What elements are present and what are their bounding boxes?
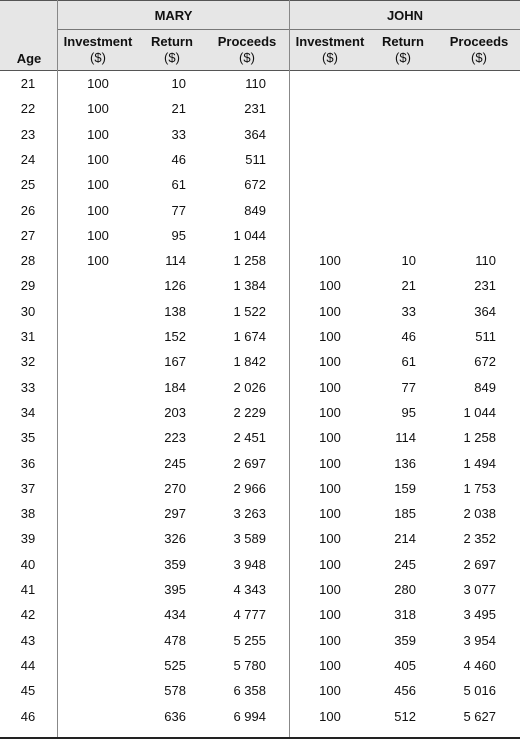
cell-age: 35 xyxy=(20,430,36,446)
cell-mary-return: 359 xyxy=(164,556,186,572)
cell-age: 40 xyxy=(20,556,36,572)
cell-john-proceeds: 3 495 xyxy=(463,607,496,623)
cell-mary-return: 326 xyxy=(164,531,186,547)
column-header-john-proceeds xyxy=(440,34,518,66)
cell-age: 29 xyxy=(20,278,36,294)
cell-john-investment: 100 xyxy=(319,303,341,319)
cell-age: 36 xyxy=(20,455,36,471)
cell-mary-return: 114 xyxy=(165,253,186,269)
cell-mary-return: 184 xyxy=(164,379,186,395)
table-row xyxy=(0,527,520,552)
cell-mary-return: 126 xyxy=(164,278,186,294)
cell-john-investment: 100 xyxy=(319,455,341,471)
cell-mary-proceeds: 5 780 xyxy=(233,657,266,673)
cell-john-return: 114 xyxy=(395,430,416,446)
cell-john-investment: 100 xyxy=(319,657,341,673)
column-header-mary-return xyxy=(142,34,202,66)
cell-age: 26 xyxy=(20,202,36,218)
cell-mary-proceeds: 1 044 xyxy=(233,227,266,243)
cell-age: 28 xyxy=(20,253,36,269)
cell-john-proceeds: 1 753 xyxy=(463,480,496,496)
cell-john-investment: 100 xyxy=(319,404,341,420)
cell-age: 34 xyxy=(20,404,36,420)
column-header-mary-investment xyxy=(58,34,138,66)
cell-age: 27 xyxy=(20,227,36,243)
cell-john-return: 77 xyxy=(401,379,416,395)
cell-age: 32 xyxy=(20,354,36,370)
cell-john-investment: 100 xyxy=(319,253,341,269)
cell-john-return: 512 xyxy=(394,708,416,724)
cell-john-proceeds: 511 xyxy=(475,329,496,344)
cell-mary-investment: 100 xyxy=(87,76,109,91)
cell-mary-return: 203 xyxy=(164,404,186,420)
table-row xyxy=(0,654,520,679)
table-row xyxy=(0,426,520,451)
cell-mary-return: 270 xyxy=(164,480,186,496)
cell-age: 46 xyxy=(20,708,36,724)
cell-john-proceeds: 2 038 xyxy=(463,506,496,522)
cell-mary-return: 223 xyxy=(164,430,186,446)
cell-john-proceeds: 1 044 xyxy=(463,404,496,420)
cell-john-return: 214 xyxy=(394,531,416,547)
cell-mary-proceeds: 1 674 xyxy=(233,329,266,344)
cell-mary-return: 434 xyxy=(164,607,186,623)
cell-john-return: 185 xyxy=(394,506,416,522)
cell-john-investment: 100 xyxy=(319,632,341,648)
cell-mary-proceeds: 1 384 xyxy=(233,278,266,294)
cell-john-investment: 100 xyxy=(319,278,341,294)
table-row xyxy=(0,679,520,704)
header-unit: ($) xyxy=(395,50,411,65)
column-header-mary-proceeds xyxy=(208,34,286,66)
cell-john-return: 280 xyxy=(394,582,416,597)
table-row xyxy=(0,477,520,502)
cell-john-investment: 100 xyxy=(319,708,341,724)
cell-john-proceeds: 3 954 xyxy=(463,632,496,648)
table-bottom-rule xyxy=(0,737,520,739)
cell-mary-investment: 100 xyxy=(87,227,109,243)
table-row xyxy=(0,376,520,401)
column-header-john-return xyxy=(373,34,433,66)
header-unit: ($) xyxy=(471,50,487,65)
cell-mary-return: 525 xyxy=(164,657,186,673)
table-row xyxy=(0,452,520,477)
table-row xyxy=(0,350,520,375)
cell-mary-proceeds: 6 994 xyxy=(233,708,266,724)
cell-john-investment: 100 xyxy=(319,556,341,572)
cell-mary-proceeds: 231 xyxy=(244,101,266,117)
table-row xyxy=(0,148,520,173)
cell-mary-proceeds: 511 xyxy=(245,151,266,167)
cell-john-return: 318 xyxy=(394,607,416,623)
table-row xyxy=(0,553,520,578)
cell-age: 33 xyxy=(20,379,36,395)
header-label: Proceeds xyxy=(449,34,509,49)
cell-mary-return: 138 xyxy=(164,303,186,319)
cell-john-investment: 100 xyxy=(319,683,341,699)
table-row xyxy=(0,578,520,603)
cell-age: 39 xyxy=(20,531,36,547)
cell-mary-proceeds: 110 xyxy=(245,76,266,91)
cell-john-investment: 100 xyxy=(319,607,341,623)
header-unit: ($) xyxy=(322,50,338,65)
cell-age: 23 xyxy=(20,126,36,142)
table-row xyxy=(0,274,520,299)
cell-john-proceeds: 3 077 xyxy=(463,582,496,597)
cell-john-return: 95 xyxy=(401,404,416,420)
cell-john-investment: 100 xyxy=(319,329,341,344)
cell-mary-return: 167 xyxy=(164,354,186,370)
cell-age: 38 xyxy=(20,506,36,522)
cell-john-return: 33 xyxy=(401,303,416,319)
cell-mary-proceeds: 3 948 xyxy=(233,556,266,572)
cell-mary-return: 95 xyxy=(171,227,186,243)
cell-mary-return: 10 xyxy=(171,76,186,91)
cell-age: 21 xyxy=(20,76,36,91)
cell-john-return: 456 xyxy=(394,683,416,699)
cell-mary-proceeds: 1 258 xyxy=(233,253,266,269)
table-row xyxy=(0,300,520,325)
cell-age: 25 xyxy=(20,177,36,193)
cell-mary-return: 77 xyxy=(171,202,186,218)
cell-mary-proceeds: 1 842 xyxy=(233,354,266,370)
column-header-john-investment xyxy=(290,34,370,66)
cell-age: 30 xyxy=(20,303,36,319)
table-row xyxy=(0,502,520,527)
cell-mary-return: 245 xyxy=(164,455,186,471)
cell-john-proceeds: 2 697 xyxy=(463,556,496,572)
group-header-john: JOHN xyxy=(386,8,424,23)
cell-mary-investment: 100 xyxy=(87,177,109,193)
cell-age: 31 xyxy=(20,329,36,344)
cell-mary-investment: 100 xyxy=(87,253,109,269)
table-row xyxy=(0,603,520,628)
cell-mary-proceeds: 672 xyxy=(244,177,266,193)
cell-mary-proceeds: 4 343 xyxy=(233,582,266,597)
cell-age: 42 xyxy=(20,607,36,623)
table-row xyxy=(0,97,520,122)
group-header-mary: MARY xyxy=(154,8,193,23)
cell-john-proceeds: 5 627 xyxy=(463,708,496,724)
cell-mary-return: 21 xyxy=(171,101,186,117)
header-unit: ($) xyxy=(90,50,106,65)
header-label: Return xyxy=(151,34,193,49)
cell-mary-proceeds: 849 xyxy=(244,202,266,218)
group-rule-john xyxy=(290,29,520,30)
group-rule-mary xyxy=(58,29,289,30)
table-row xyxy=(0,401,520,426)
cell-age: 43 xyxy=(20,632,36,648)
cell-mary-return: 152 xyxy=(164,329,186,344)
cell-mary-return: 33 xyxy=(171,126,186,142)
cell-mary-proceeds: 3 589 xyxy=(233,531,266,547)
cell-mary-proceeds: 5 255 xyxy=(233,632,266,648)
cell-age: 44 xyxy=(20,657,36,673)
cell-john-proceeds: 849 xyxy=(474,379,496,395)
cell-mary-return: 395 xyxy=(164,582,186,597)
header-unit: ($) xyxy=(239,50,255,65)
cell-mary-return: 46 xyxy=(171,151,186,167)
cell-mary-proceeds: 4 777 xyxy=(233,607,266,623)
cell-john-return: 245 xyxy=(394,556,416,572)
cell-mary-return: 297 xyxy=(164,506,186,522)
cell-mary-investment: 100 xyxy=(87,202,109,218)
table-row xyxy=(0,199,520,224)
cell-john-return: 359 xyxy=(394,632,416,648)
cell-john-proceeds: 231 xyxy=(474,278,496,294)
cell-john-investment: 100 xyxy=(319,480,341,496)
cell-mary-proceeds: 364 xyxy=(244,126,266,142)
cell-john-investment: 100 xyxy=(319,354,341,370)
header-unit: ($) xyxy=(164,50,180,65)
cell-mary-proceeds: 2 229 xyxy=(233,404,266,420)
cell-mary-proceeds: 2 966 xyxy=(233,480,266,496)
cell-age: 24 xyxy=(20,151,36,167)
cell-john-proceeds: 672 xyxy=(474,354,496,370)
cell-john-proceeds: 5 016 xyxy=(463,683,496,699)
cell-john-investment: 100 xyxy=(319,531,341,547)
cell-age: 22 xyxy=(20,101,36,117)
header-label: Investment xyxy=(63,34,133,49)
cell-john-investment: 100 xyxy=(319,506,341,522)
cell-john-proceeds: 1 258 xyxy=(463,430,496,446)
header-label: Proceeds xyxy=(217,34,277,49)
cell-mary-proceeds: 3 263 xyxy=(233,506,266,522)
cell-mary-investment: 100 xyxy=(87,101,109,117)
cell-john-return: 46 xyxy=(401,329,416,344)
cell-john-investment: 100 xyxy=(319,379,341,395)
cell-john-return: 21 xyxy=(401,278,416,294)
cell-mary-investment: 100 xyxy=(87,151,109,167)
header-label: Investment xyxy=(295,34,365,49)
cell-age: 45 xyxy=(20,683,36,699)
cell-john-investment: 100 xyxy=(319,430,341,446)
cell-mary-proceeds: 2 026 xyxy=(233,379,266,395)
cell-john-proceeds: 4 460 xyxy=(463,657,496,673)
cell-mary-investment: 100 xyxy=(87,126,109,142)
cell-john-return: 136 xyxy=(394,455,416,471)
cell-mary-proceeds: 6 358 xyxy=(233,683,266,699)
table-row xyxy=(0,249,520,274)
cell-mary-return: 478 xyxy=(164,632,186,648)
cell-age: 37 xyxy=(20,480,36,496)
table-row xyxy=(0,123,520,148)
cell-john-proceeds: 110 xyxy=(475,253,496,269)
cell-john-proceeds: 2 352 xyxy=(463,531,496,547)
cell-mary-proceeds: 2 697 xyxy=(233,455,266,471)
cell-john-return: 10 xyxy=(401,253,416,269)
cell-age: 41 xyxy=(20,582,36,597)
table-row xyxy=(0,705,520,730)
cell-john-return: 159 xyxy=(394,480,416,496)
column-header-age: Age xyxy=(16,51,42,66)
cell-mary-return: 61 xyxy=(171,177,186,193)
table-row xyxy=(0,72,520,97)
cell-john-return: 61 xyxy=(401,354,416,370)
cell-john-proceeds: 364 xyxy=(474,303,496,319)
table-row xyxy=(0,629,520,654)
cell-mary-return: 636 xyxy=(164,708,186,724)
cell-mary-proceeds: 1 522 xyxy=(233,303,266,319)
table-row xyxy=(0,173,520,198)
header-label: Return xyxy=(382,34,424,49)
cell-mary-return: 578 xyxy=(164,683,186,699)
table-row xyxy=(0,224,520,249)
cell-john-proceeds: 1 494 xyxy=(463,455,496,471)
cell-mary-proceeds: 2 451 xyxy=(233,430,266,446)
cell-john-investment: 100 xyxy=(319,582,341,597)
cell-john-return: 405 xyxy=(394,657,416,673)
table-row xyxy=(0,325,520,350)
